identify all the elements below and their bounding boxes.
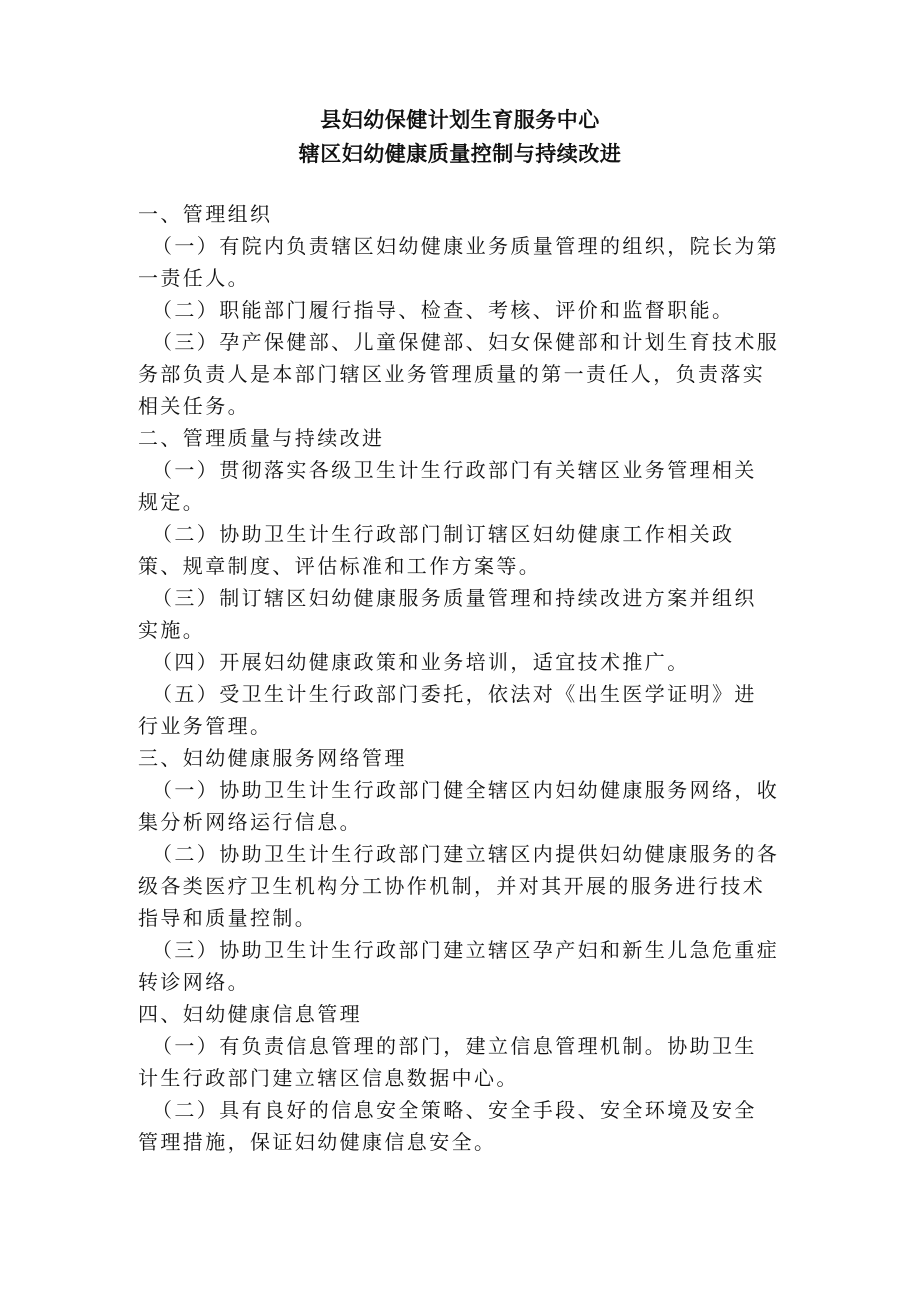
body-line: （一）协助卫生计生行政部门健全辖区内妇幼健康服务网络，收	[152, 778, 780, 802]
body-line: 规定。	[138, 490, 206, 514]
body-line: 计生行政部门建立辖区信息数据中心。	[138, 1066, 519, 1090]
body-line: （二）职能部门履行指导、检查、考核、评价和监督职能。	[152, 298, 735, 322]
body-line: （四）开展妇幼健康政策和业务培训，适宜技术推广。	[152, 650, 690, 674]
section-heading: 一、管理组织	[138, 202, 273, 226]
body-line: 集分析网络运行信息。	[138, 810, 362, 834]
body-line: （三）孕产保健部、儿童保健部、妇女保健部和计划生育技术服	[152, 330, 780, 354]
body-line: （一）有院内负责辖区妇幼健康业务质量管理的组织，院长为第	[152, 234, 780, 258]
section-heading: 四、妇幼健康信息管理	[138, 1002, 362, 1026]
body-line: （一）有负责信息管理的部门，建立信息管理机制。协助卫生	[152, 1034, 757, 1058]
body-line: （三）协助卫生计生行政部门建立辖区孕产妇和新生儿急危重症	[152, 938, 780, 962]
body-line: （二）协助卫生计生行政部门建立辖区内提供妇幼健康服务的各	[152, 842, 780, 866]
body-line: （一）贯彻落实各级卫生计生行政部门有关辖区业务管理相关	[152, 458, 757, 482]
document-body	[138, 198, 798, 1158]
section-heading: 三、妇幼健康服务网络管理	[138, 746, 407, 770]
document-title	[0, 103, 920, 171]
title-line-1: 县妇幼保健计划生育服务中心	[320, 108, 600, 132]
section-heading: 二、管理质量与持续改进	[138, 426, 385, 450]
body-line: （三）制订辖区妇幼健康服务质量管理和持续改进方案并组织	[152, 586, 757, 610]
body-line: 指导和质量控制。	[138, 906, 318, 930]
title-line-2: 辖区妇幼健康质量控制与持续改进	[298, 142, 622, 166]
body-line: 管理措施，保证妇幼健康信息安全。	[138, 1130, 497, 1154]
body-line: 行业务管理。	[138, 714, 273, 738]
body-line: 策、规章制度、评估标准和工作方案等。	[138, 554, 542, 578]
body-line: 转诊网络。	[138, 970, 250, 994]
body-line: 实施。	[138, 618, 206, 642]
body-line: 级各类医疗卫生机构分工协作机制，并对其开展的服务进行技术	[138, 874, 766, 898]
body-line: （二）具有良好的信息安全策略、安全手段、安全环境及安全	[152, 1098, 757, 1122]
body-line: （五）受卫生计生行政部门委托，依法对《出生医学证明》进	[152, 682, 757, 706]
body-line: 一责任人。	[138, 266, 250, 290]
body-line: （二）协助卫生计生行政部门制订辖区妇幼健康工作相关政	[152, 522, 735, 546]
body-line: 相关任务。	[138, 394, 250, 418]
body-line: 务部负责人是本部门辖区业务管理质量的第一责任人，负责落实	[138, 362, 766, 386]
